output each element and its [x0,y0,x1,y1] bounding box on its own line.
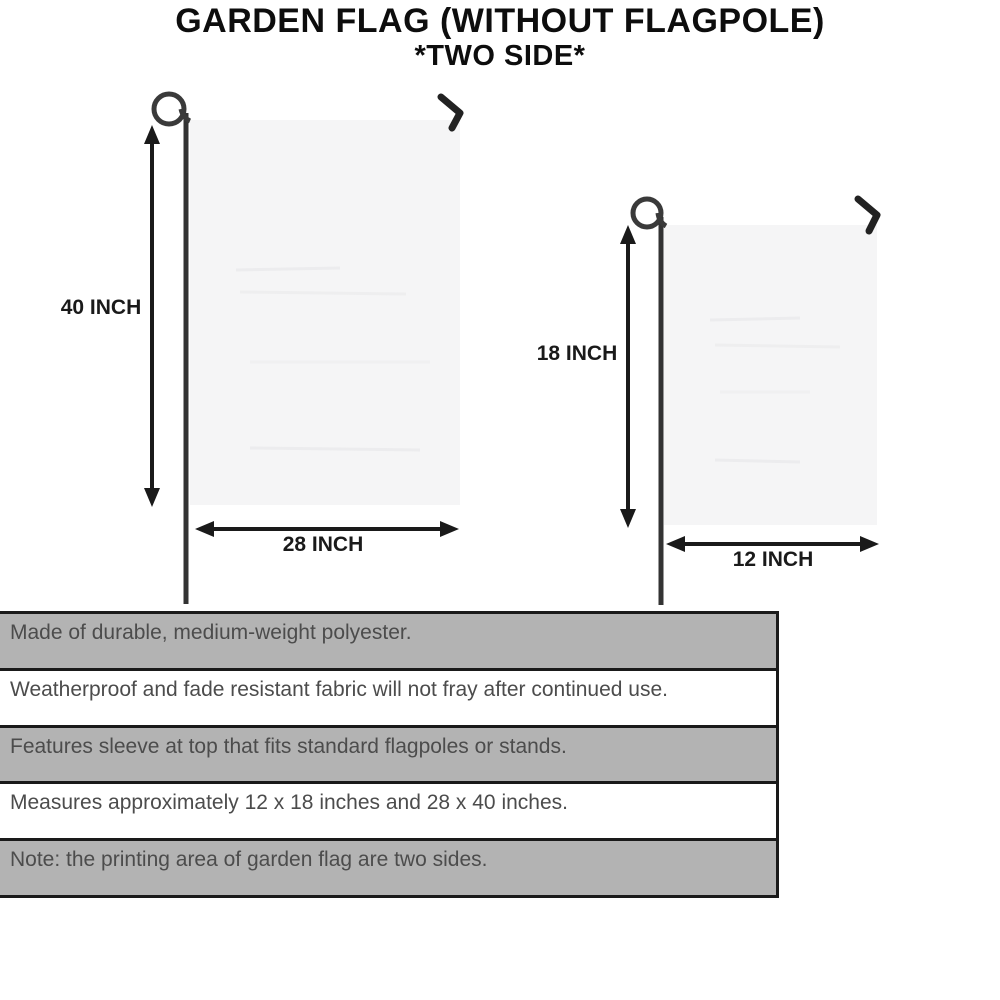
large-flag-fabric [190,120,460,505]
large-width-dimension-label: 28 INCH [282,533,364,556]
spec-row-sleeve: Features sleeve at top that fits standard flagpoles or stands. [0,728,776,785]
large-flag-diagram [144,94,460,604]
title-line-1: GARDEN FLAG (WITHOUT FLAGPOLE) [175,2,825,40]
spec-row-weatherproof: Weatherproof and fade resistant fabric will not fray after continued use. [0,671,776,728]
spec-row-measurements: Measures approximately 12 x 18 inches and 28 x 40 inches. [0,784,776,841]
large-flagpole-loop-icon [154,94,184,124]
large-height-dimension-label: 40 INCH [60,296,142,319]
small-flag-fabric [664,225,877,525]
product-spec-table [0,611,779,898]
spec-row-note: Note: the printing area of garden flag are two sides. [0,841,776,895]
large-height-arrow [144,125,160,507]
title-line-2: *TWO SIDE* [414,40,586,73]
small-width-dimension-label: 12 INCH [732,548,814,571]
small-height-arrow [620,225,636,528]
small-flagpole-loop-icon [633,199,661,227]
small-flag-diagram [620,199,879,605]
small-height-dimension-label: 18 INCH [536,342,618,365]
spec-row-material: Made of durable, medium-weight polyester. [0,614,776,671]
